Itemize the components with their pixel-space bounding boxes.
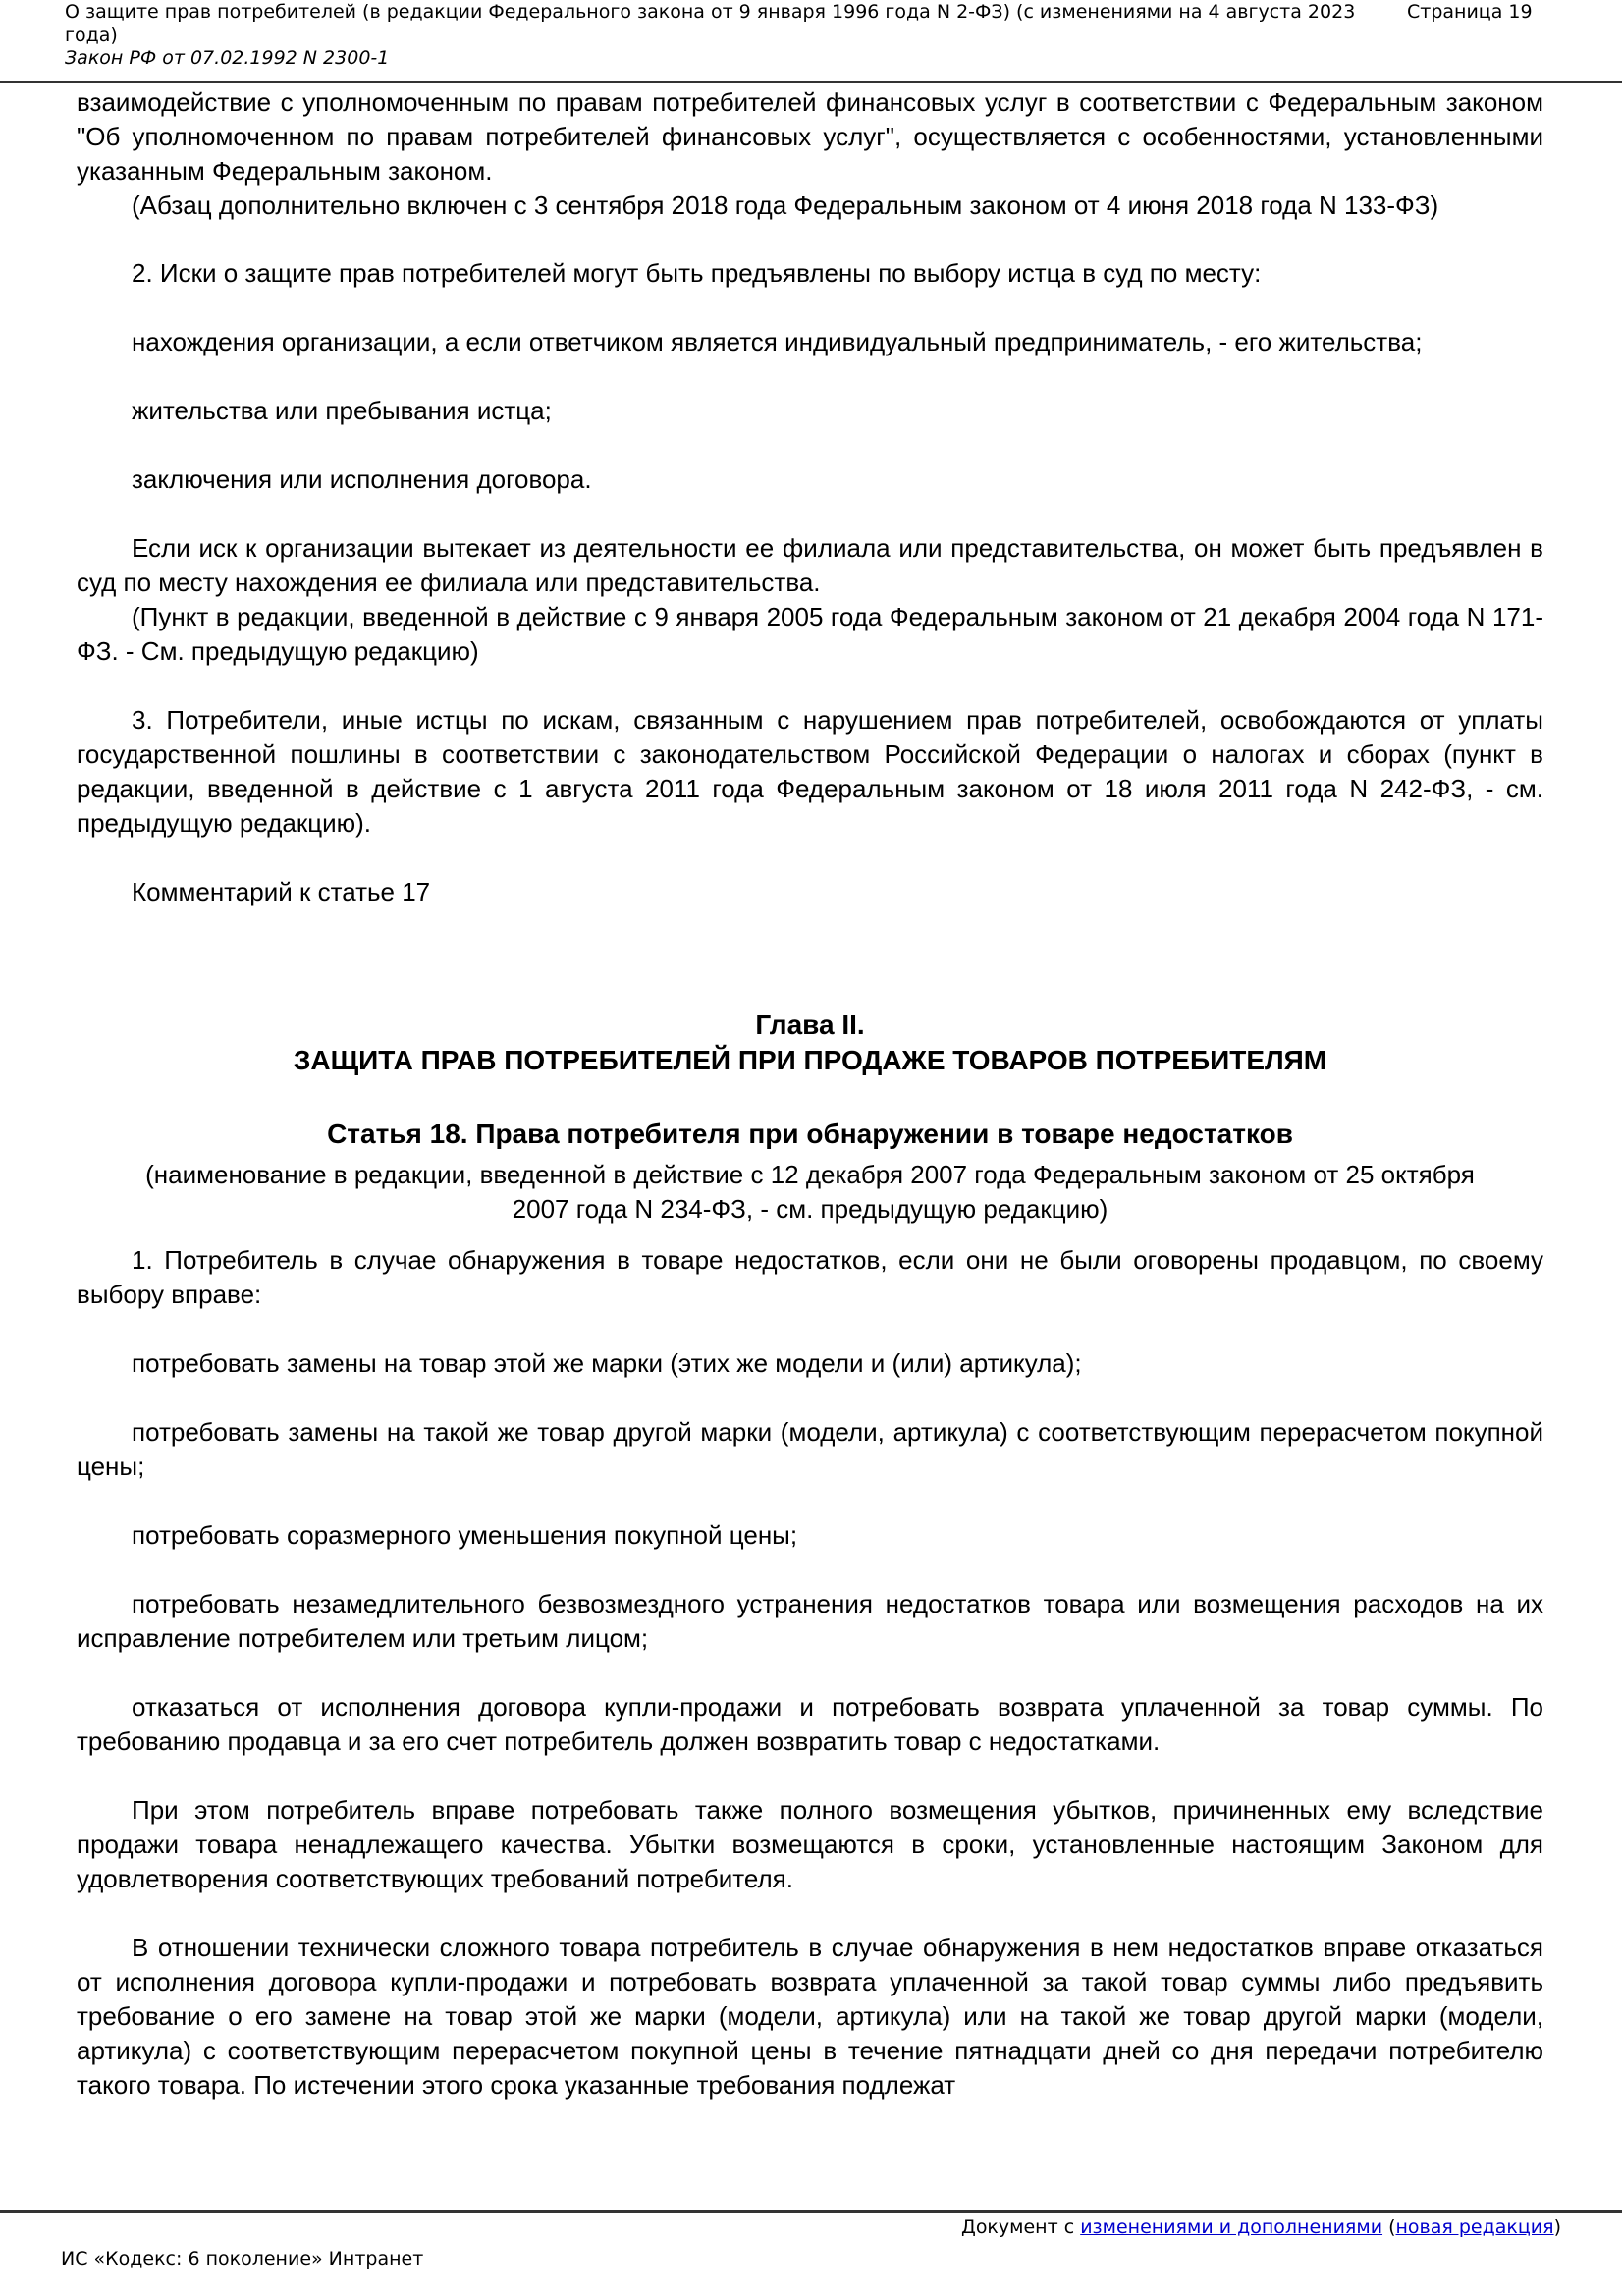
- document-subtitle: Закон РФ от 07.02.1992 N 2300-1: [65, 47, 390, 69]
- system-name: ИС «Кодекс: 6 поколение» Интранет: [61, 2248, 424, 2269]
- clause-2-item-a: нахождения организации, а если ответчиком является индивидуальный предприниматель, - его жительства;: [132, 327, 1423, 356]
- clause-1-item: потребовать замены на товар этой же марки (этих же модели и (или) артикула);: [132, 1348, 1082, 1378]
- document-body: [77, 85, 1543, 2103]
- clause-2-item-d: Если иск к организации вытекает из деятельности ее филиала или представительства, он может быть предъявлен в суд по месту нахождения ее филиала или представительства.: [77, 533, 1543, 597]
- changes-link[interactable]: изменениями и дополнениями: [1080, 2216, 1383, 2238]
- footer-divider: [0, 2210, 1622, 2213]
- clause-1-item: отказаться от исполнения договора купли-продажи и потребовать возврата уплаченной за товар суммы. По требованию продавца и за его счет потребитель должен возвратить товар с недостатками.: [77, 1692, 1543, 1756]
- article-18-clause-1: 1. Потребитель в случае обнаружения в товаре недостатков, если они не были оговорены продавцом, по своему выбору вправе:: [77, 1245, 1543, 1309]
- chapter-title: ЗАЩИТА ПРАВ ПОТРЕБИТЕЛЕЙ ПРИ ПРОДАЖЕ ТОВАРОВ ПОТРЕБИТЕЛЯМ: [293, 1045, 1327, 1075]
- document-status: [961, 2214, 1561, 2240]
- chapter-number: Глава II.: [755, 1010, 865, 1040]
- document-title: О защите прав потребителей (в редакции Федерального закона от 9 января 1996 года N 2-ФЗ) (с изменениями на 4 августа 2023 года): [65, 1, 1356, 46]
- new-edition-link[interactable]: новая редакция: [1395, 2216, 1554, 2238]
- page-number: Страница 19: [1407, 1, 1533, 23]
- amendment-note: (Абзац дополнительно включен с 3 сентября 2018 года Федеральным законом от 4 июня 2018 года N 133-ФЗ): [132, 191, 1439, 220]
- clause-2: 2. Иски о защите прав потребителей могут быть предъявлены по выбору истца в суд по месту:: [132, 258, 1262, 288]
- article-title: Статья 18. Права потребителя при обнаружении в товаре недостатков: [327, 1119, 1293, 1149]
- paren-close: ): [1553, 2216, 1561, 2238]
- clause-3: 3. Потребители, иные истцы по искам, связанным с нарушением прав потребителей, освобождаются от уплаты государственной пошлины в соответствии с законодательством Российской Федерации о налогах и сборах (пункт в редакции, введенной в действие с 1 августа 2011 года Федеральным законом от 18 июля 2011 года N 242-ФЗ, - см. предыдущую редакцию).: [77, 705, 1543, 838]
- clause-1-item: потребовать незамедлительного безвозмездного устранения недостатков товара или возмещения расходов на их исправление потребителем или третьим лицом;: [77, 1589, 1543, 1653]
- clause-1-paragraph: При этом потребитель вправе потребовать также полного возмещения убытков, причиненных ему вследствие продажи товара ненадлежащего качества. Убытки возмещаются в сроки, установленные настоящим Законом для удовлетворения соответствующих требований потребителя.: [77, 1795, 1543, 1893]
- article-amendment-note: (наименование в редакции, введенной в действие с 12 декабря 2007 года Федеральным законом от 25 октября 2007 года N 234-ФЗ, - см. предыдущую редакцию): [145, 1160, 1475, 1224]
- clause-1-item: потребовать замены на такой же товар другой марки (модели, артикула) с соответствующим перерасчетом покупной цены;: [77, 1417, 1543, 1481]
- document-status-prefix: Документ с: [960, 2216, 1081, 2238]
- clause-2-item-c: заключения или исполнения договора.: [132, 465, 592, 494]
- header-divider: [0, 81, 1622, 83]
- comment-link[interactable]: Комментарий к статье 17: [132, 877, 431, 906]
- clause-1-item: потребовать соразмерного уменьшения покупной цены;: [132, 1520, 798, 1550]
- clause-1-paragraph: В отношении технически сложного товара потребитель в случае обнаружения в нем недостатков вправе отказаться от исполнения договора купли-продажи и потребовать возврата уплаченной за такой товар суммы либо предъявить требование о его замене на товар этой же марки (модели, артикула) или на такой же товар другой марки (модели, артикула) с соответствующим перерасчетом покупной цены в течение пятнадцати дней со дня передачи потребителю такого товара. По истечении этого срока указанные требования подлежат: [77, 1933, 1543, 2100]
- paren-open: (: [1382, 2216, 1396, 2238]
- paragraph-continuation: взаимодействие с уполномоченным по правам потребителей финансовых услуг в соответствии с Федеральным законом "Об уполномоченном по правам потребителей финансовых услуг", осуществляется с особенностями, установленными указанным Федеральным законом.: [77, 87, 1543, 186]
- clause-2-item-b: жительства или пребывания истца;: [132, 396, 552, 425]
- amendment-note: (Пункт в редакции, введенной в действие с 9 января 2005 года Федеральным законом от 21 декабря 2004 года N 171-ФЗ. - См. предыдущую редакцию): [77, 602, 1543, 666]
